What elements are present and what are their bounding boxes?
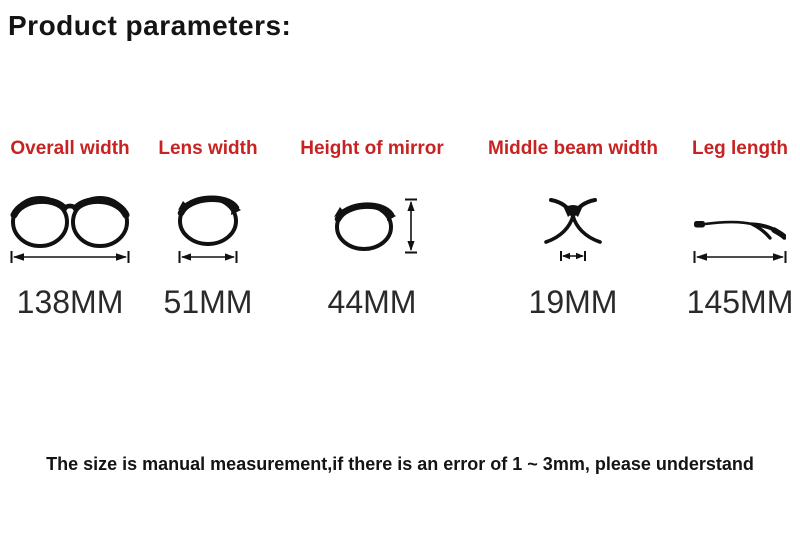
param-column-lens-width: [150, 138, 266, 338]
horizontal-measure-arrow-icon: [693, 250, 787, 264]
horizontal-measure-arrow-icon: [10, 250, 130, 264]
param-value: 19MM: [528, 284, 618, 320]
temple-arm-icon: [694, 215, 786, 243]
param-label: Leg length: [691, 138, 789, 159]
param-column-overall-width: [0, 138, 140, 338]
param-value: 138MM: [16, 284, 124, 320]
glasses-front-icon: [8, 191, 132, 249]
nose-bridge-icon: [541, 196, 605, 244]
measurement-disclaimer-note: The size is manual measurement,if there is an error of 1 ~ 3mm, please understand: [46, 454, 754, 474]
page-title: Product parameters:: [8, 10, 292, 41]
param-label: Middle beam width: [488, 138, 658, 159]
param-column-height-of-mirror: [286, 138, 458, 338]
param-column-leg-length: [681, 138, 799, 338]
param-value: 51MM: [163, 284, 253, 320]
param-column-middle-beam-width: [473, 138, 673, 338]
param-value: 44MM: [327, 284, 417, 320]
param-label: Overall width: [10, 138, 130, 159]
param-value: 145MM: [686, 284, 794, 320]
vertical-measure-arrow-icon: [404, 198, 418, 254]
horizontal-measure-arrow-icon: [178, 250, 238, 264]
param-label: Height of mirror: [300, 138, 444, 159]
single-lens-vertical-measure-icon: [332, 198, 396, 252]
horizontal-measure-arrow-icon: [560, 250, 586, 262]
single-lens-icon: [175, 191, 241, 247]
param-label: Lens width: [158, 138, 258, 159]
